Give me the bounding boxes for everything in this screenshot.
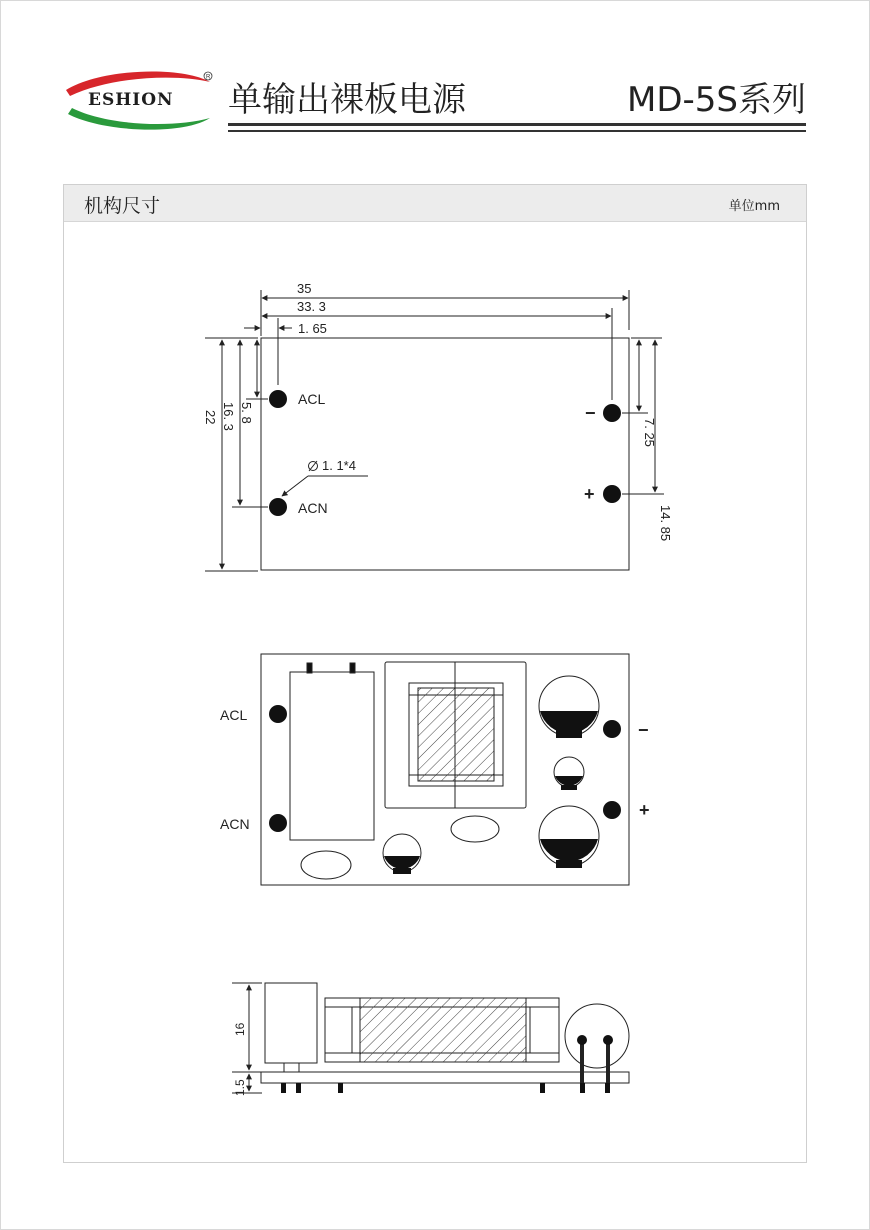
page-title: 单输出裸板电源 (228, 80, 466, 120)
dim-component-height: 16 (233, 1022, 247, 1036)
oval-component-2 (301, 851, 351, 879)
input-component (290, 672, 374, 840)
board-side (261, 1072, 629, 1083)
capacitor-side (565, 1004, 629, 1068)
pos-pin-hole (603, 485, 621, 503)
label-neg-component: − (638, 720, 649, 740)
acl-pin-hole (269, 390, 287, 408)
acn-pin-hole (269, 498, 287, 516)
label-pos-component: + (639, 800, 650, 820)
label-acl-component: ACL (220, 707, 248, 723)
top-view (205, 290, 664, 571)
hole-spec: 1. 1*4 (322, 458, 356, 473)
top-view-holes (269, 390, 621, 516)
label-acn-top: ACN (298, 500, 328, 516)
acn-pin-component (269, 814, 287, 832)
pos-pin-component (603, 801, 621, 819)
dim-neg-y: 7. 25 (642, 418, 657, 447)
dim-height: 22 (203, 410, 218, 425)
svg-text:R: R (206, 74, 211, 81)
dim-hole-span: 33. 3 (297, 299, 326, 314)
side-view (232, 983, 629, 1093)
neg-pin-hole (603, 404, 621, 422)
model-series: MD-5S系列 (627, 80, 806, 120)
neg-pin-component (603, 720, 621, 738)
input-component-side (265, 983, 317, 1063)
label-acn-component: ACN (220, 816, 250, 832)
dim-pos-y: 14. 85 (658, 505, 673, 542)
dim-pin-length: 1.5 (233, 1079, 247, 1096)
dim-width: 35 (297, 281, 312, 296)
acl-pin-component (269, 705, 287, 723)
brand-name: ESHION (88, 90, 174, 110)
dim-edge-offset: 1. 65 (298, 321, 327, 336)
label-neg-top: − (585, 403, 596, 423)
label-acl-top: ACL (298, 391, 326, 407)
board-outline-top (261, 338, 629, 570)
dim-acn-y: 16. 3 (221, 402, 236, 431)
section-title: 机构尺寸 (84, 195, 161, 217)
label-pos-top: + (584, 484, 595, 504)
dim-acl-y: 5. 8 (239, 402, 254, 424)
unit-label: 单位mm (728, 199, 780, 214)
component-view (261, 654, 629, 885)
oval-component (451, 816, 499, 842)
